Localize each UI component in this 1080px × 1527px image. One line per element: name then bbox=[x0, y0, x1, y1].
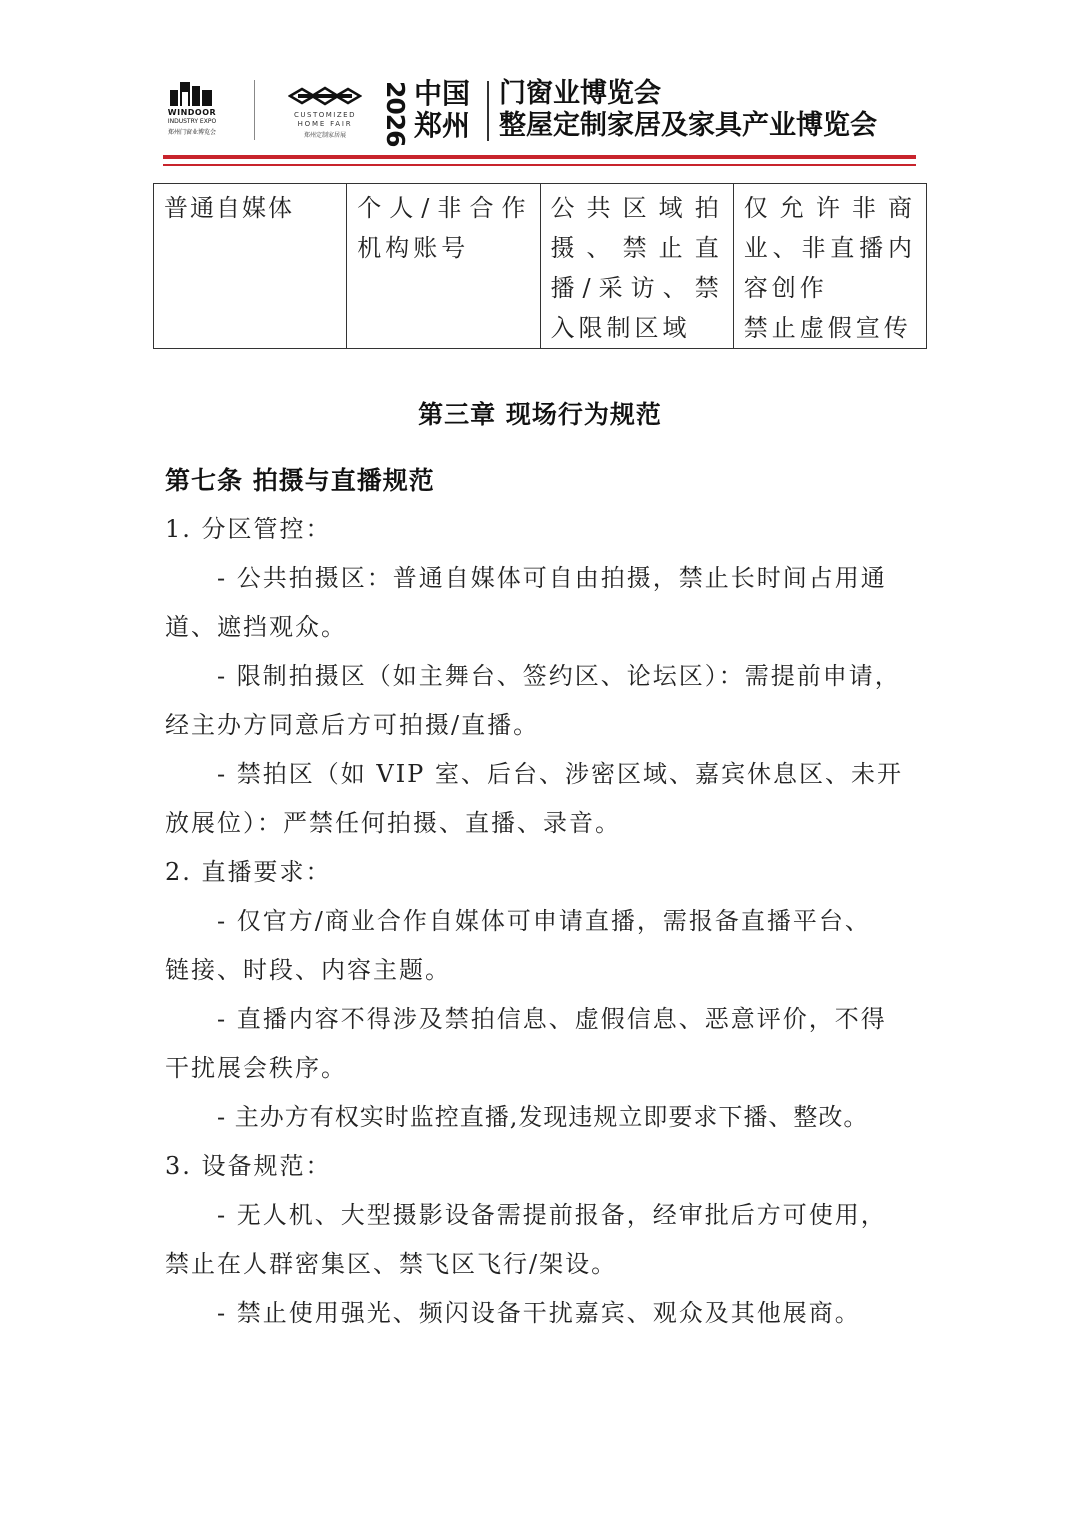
media-permission-table bbox=[153, 183, 927, 349]
chapter-title: 第三章 现场行为规范 bbox=[418, 400, 662, 429]
header-rule-thick bbox=[163, 155, 916, 159]
cell-text: 仅允许非商业、非直播内容创作 bbox=[743, 194, 916, 302]
section-heading: 3. 设备规范： bbox=[165, 1152, 332, 1180]
home-fair-logo-mark-icon bbox=[288, 84, 362, 108]
table-cell-content-rule bbox=[733, 184, 926, 349]
table-cell-area-rule bbox=[540, 184, 733, 349]
windoor-logo-line1: WINDOOR bbox=[167, 108, 217, 117]
paragraph-line: - 禁拍区（如 VIP 室、后台、涉密区域、嘉宾休息区、未开 bbox=[217, 760, 903, 788]
paragraph-line: - 直播内容不得涉及禁拍信息、虚假信息、恶意评价，不得 bbox=[217, 1005, 887, 1033]
section-heading: 2. 直播要求： bbox=[165, 858, 332, 886]
article-title: 第七条 拍摄与直播规范 bbox=[165, 466, 435, 495]
cell-text: 公共区域拍摄、禁止直播/采访、禁入限制区域 bbox=[550, 194, 723, 342]
header-title-divider bbox=[487, 81, 489, 141]
expo-city: 郑州 bbox=[414, 109, 471, 142]
paragraph-line: - 公共拍摄区：普通自媒体可自由拍摄，禁止长时间占用通 bbox=[217, 564, 887, 592]
home-fair-logo-line3: 郑州定制家居展 bbox=[303, 132, 346, 139]
expo-title-line2: 整屋定制家居及家具产业博览会 bbox=[499, 110, 877, 141]
windoor-logo-line3: 郑州门窗业博览会 bbox=[167, 129, 216, 136]
paragraph-line: 道、遮挡观众。 bbox=[165, 613, 347, 641]
windoor-expo-logo bbox=[162, 82, 222, 140]
paragraph-line: - 主办方有权实时监控直播,发现违规立即要求下播、整改。 bbox=[217, 1103, 869, 1131]
paragraph-line: 禁止在人群密集区、禁飞区飞行/架设。 bbox=[165, 1250, 618, 1278]
paragraph-line: - 禁止使用强光、频闪设备干扰嘉宾、观众及其他展商。 bbox=[217, 1299, 861, 1327]
paragraph-line: - 无人机、大型摄影设备需提前报备，经审批后方可使用， bbox=[217, 1201, 887, 1229]
paragraph-line: 经主办方同意后方可拍摄/直播。 bbox=[165, 711, 540, 739]
expo-country: 中国 bbox=[414, 77, 471, 110]
paragraph-line: 放展位）：严禁任何拍摄、直播、录音。 bbox=[165, 809, 621, 837]
windoor-logo-mark-icon bbox=[168, 82, 216, 106]
paragraph-line: - 仅官方/商业合作自媒体可申请直播，需报备直播平台、 bbox=[217, 907, 871, 935]
table-cell-media-type bbox=[154, 184, 347, 349]
home-fair-logo-line2: HOME FAIR bbox=[297, 120, 353, 128]
cell-text: 禁止虚假宣传 bbox=[743, 314, 912, 342]
header-divider bbox=[254, 80, 255, 140]
windoor-logo-line2: INDUSTRY EXPO bbox=[167, 118, 217, 125]
home-fair-logo-line1: CUSTOMIZED bbox=[294, 111, 356, 119]
table-row bbox=[154, 184, 927, 349]
paragraph-line: - 限制拍摄区（如主舞台、签约区、论坛区）：需提前申请， bbox=[217, 662, 901, 690]
table-cell-account-type bbox=[347, 184, 540, 349]
expo-year: 2026 bbox=[381, 81, 410, 147]
page-header bbox=[0, 0, 1080, 170]
paragraph-line: 干扰展会秩序。 bbox=[165, 1054, 347, 1082]
section-heading: 1. 分区管控： bbox=[165, 515, 332, 543]
cell-text: 个人/非合作机构账号 bbox=[357, 194, 530, 262]
customized-home-fair-logo bbox=[284, 82, 366, 140]
header-rule-thin bbox=[163, 164, 916, 166]
expo-title-line1: 门窗业博览会 bbox=[499, 78, 661, 109]
paragraph-line: 链接、时段、内容主题。 bbox=[165, 956, 451, 984]
cell-text: 普通自媒体 bbox=[164, 194, 294, 222]
